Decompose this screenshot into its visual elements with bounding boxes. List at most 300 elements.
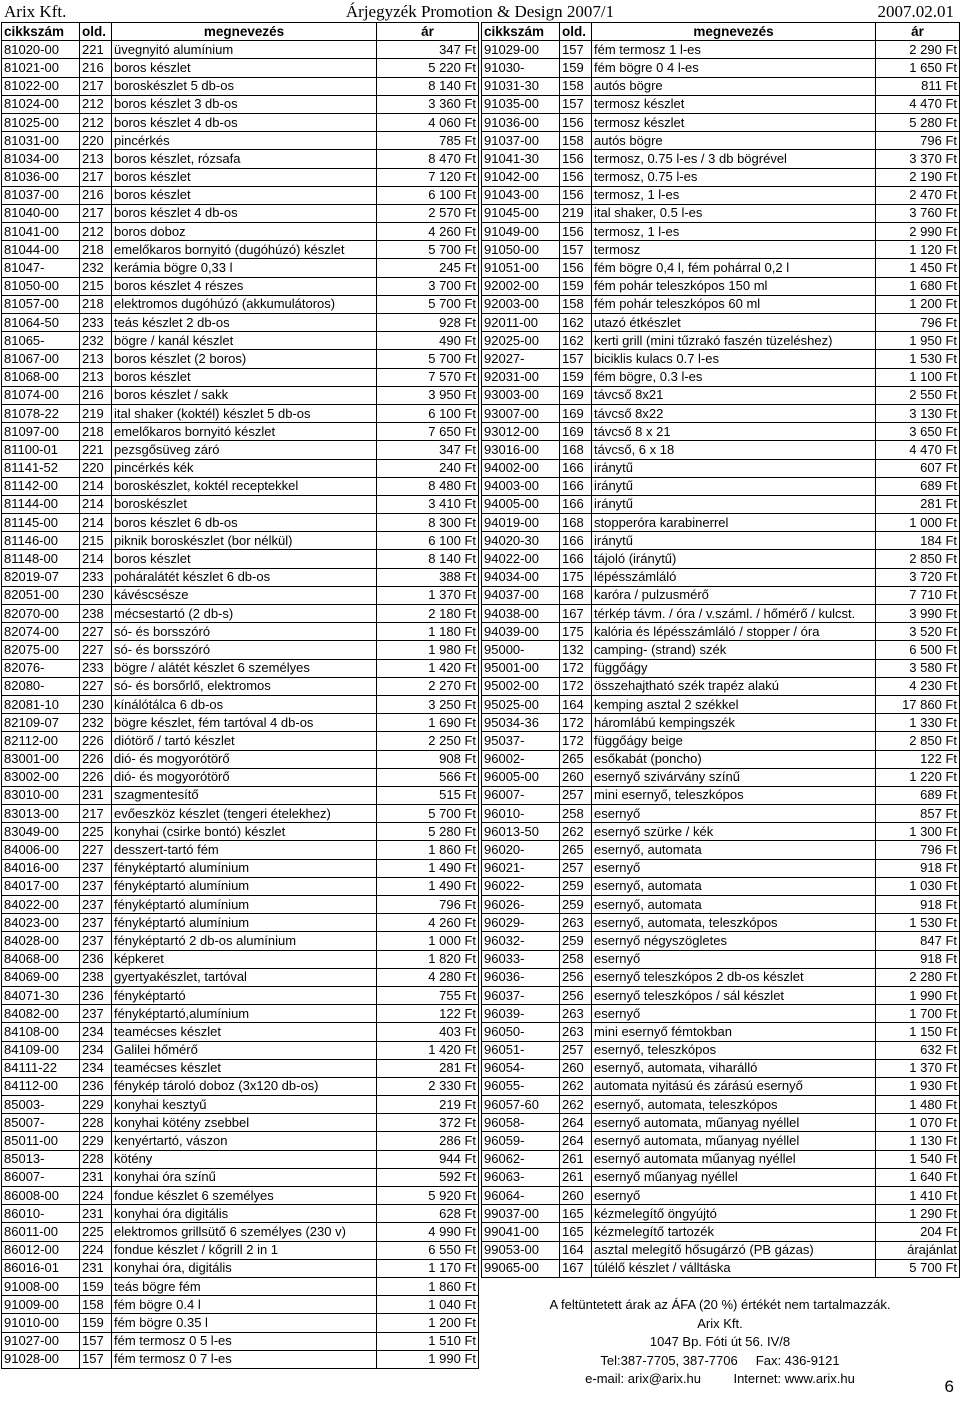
item-price: 1 860 Ft <box>377 841 479 859</box>
item-name: kenyértartó, vászon <box>112 1132 377 1150</box>
table-row <box>482 623 960 641</box>
item-name: fém pohár teleszkópos 60 ml <box>592 295 876 313</box>
catalog-page: 169 <box>560 423 592 441</box>
catalog-page: 231 <box>80 786 112 804</box>
item-name: pincérkés kék <box>112 459 377 477</box>
table-row <box>2 204 479 222</box>
item-code: 93007-00 <box>482 404 560 422</box>
header-title: Árjegyzék Promotion & Design 2007/1 <box>345 2 615 21</box>
catalog-page: 265 <box>560 750 592 768</box>
catalog-page: 259 <box>560 932 592 950</box>
item-name: Galilei hőmérő <box>112 1041 377 1059</box>
item-price: 4 990 Ft <box>377 1223 479 1241</box>
item-code: 94002-00 <box>482 459 560 477</box>
item-name: esernyő automata, műanyag nyéllel <box>592 1132 876 1150</box>
table-row <box>482 550 960 568</box>
item-code: 82051-00 <box>2 586 80 604</box>
item-price: 592 Ft <box>377 1168 479 1186</box>
item-code: 82019-07 <box>2 568 80 586</box>
table-row <box>482 1205 960 1223</box>
item-name: boros készlet <box>112 168 377 186</box>
item-name: lépésszámláló <box>592 568 876 586</box>
item-price: 908 Ft <box>377 750 479 768</box>
item-price: 3 990 Ft <box>876 605 960 623</box>
item-code: 81142-00 <box>2 477 80 495</box>
item-name: esernyő szürke / kék <box>592 823 876 841</box>
price-table-right <box>481 22 960 1278</box>
footer-fax: Fax: 436-9121 <box>755 1352 840 1368</box>
item-name: kerámia bögre 0,33 l <box>112 259 377 277</box>
catalog-page: 263 <box>560 1023 592 1041</box>
item-price: 4 260 Ft <box>377 223 479 241</box>
catalog-page: 262 <box>560 1096 592 1114</box>
item-price: 2 190 Ft <box>876 168 960 186</box>
item-code: 83010-00 <box>2 786 80 804</box>
table-row <box>482 277 960 295</box>
table-row <box>2 1296 479 1314</box>
item-name: termosz készlet <box>592 95 876 113</box>
item-name: fém bögre 0.4 l <box>112 1296 377 1314</box>
item-name: üvegnyitó alumínium <box>112 41 377 59</box>
table-row <box>2 623 479 641</box>
item-price: 918 Ft <box>876 896 960 914</box>
item-name: termosz, 1 l-es <box>592 186 876 204</box>
item-code: 91041-30 <box>482 150 560 168</box>
item-code: 96010- <box>482 805 560 823</box>
table-row <box>2 1241 479 1259</box>
item-code: 95037- <box>482 732 560 750</box>
item-name: iránytű <box>592 459 876 477</box>
table-row <box>2 1205 479 1223</box>
item-name: boros készlet <box>112 186 377 204</box>
item-code: 81078-22 <box>2 404 80 422</box>
table-row <box>2 823 479 841</box>
item-name: konyhai óra digitális <box>112 1205 377 1223</box>
item-name: kínálótálca 6 db-os <box>112 695 377 713</box>
item-price: árajánlat <box>876 1241 960 1259</box>
table-row <box>2 714 479 732</box>
table-row <box>482 441 960 459</box>
catalog-page: 225 <box>80 823 112 841</box>
catalog-page: 166 <box>560 495 592 513</box>
table-row <box>482 986 960 1004</box>
item-name: termosz, 0.75 l-es / 3 db bögrével <box>592 150 876 168</box>
table-row <box>2 586 479 604</box>
item-name: kézmelegítő öngyújtó <box>592 1205 876 1223</box>
item-price: 6 550 Ft <box>377 1241 479 1259</box>
item-name: konyhai kesztyű <box>112 1096 377 1114</box>
table-row <box>2 1150 479 1168</box>
table-row <box>482 732 960 750</box>
item-price: 1 290 Ft <box>876 1205 960 1223</box>
catalog-page: 262 <box>560 823 592 841</box>
table-row <box>2 168 479 186</box>
item-code: 96021- <box>482 859 560 877</box>
catalog-page: 166 <box>560 550 592 568</box>
item-name: teamécses készlet <box>112 1059 377 1077</box>
table-row <box>2 605 479 623</box>
item-code: 81146-00 <box>2 532 80 550</box>
item-price: 3 520 Ft <box>876 623 960 641</box>
item-price: 3 650 Ft <box>876 423 960 441</box>
table-row <box>2 896 479 914</box>
item-code: 96007- <box>482 786 560 804</box>
item-name: fényképtartó <box>112 986 377 1004</box>
catalog-page: 168 <box>560 441 592 459</box>
item-price: 8 470 Ft <box>377 150 479 168</box>
item-code: 96032- <box>482 932 560 950</box>
catalog-page: 169 <box>560 386 592 404</box>
catalog-page: 226 <box>80 768 112 786</box>
item-price: 184 Ft <box>876 532 960 550</box>
item-name: mécsestartó (2 db-s) <box>112 605 377 623</box>
table-row <box>2 677 479 695</box>
table-row <box>2 386 479 404</box>
item-price: 1 990 Ft <box>377 1350 479 1368</box>
item-code: 96022- <box>482 877 560 895</box>
item-price: 2 990 Ft <box>876 223 960 241</box>
item-price: 3 370 Ft <box>876 150 960 168</box>
catalog-page: 233 <box>80 659 112 677</box>
catalog-page: 162 <box>560 314 592 332</box>
item-code: 91031-30 <box>482 77 560 95</box>
item-name: túlélő készlet / válltáska <box>592 1259 876 1277</box>
catalog-page: 215 <box>80 277 112 295</box>
item-price: 6 500 Ft <box>876 641 960 659</box>
item-code: 81021-00 <box>2 59 80 77</box>
table-row <box>482 459 960 477</box>
item-price: 2 330 Ft <box>377 1077 479 1095</box>
catalog-page: 172 <box>560 714 592 732</box>
item-price: 219 Ft <box>377 1096 479 1114</box>
catalog-page: 214 <box>80 550 112 568</box>
item-name: boroskészlet <box>112 495 377 513</box>
item-name: távcső 8x21 <box>592 386 876 404</box>
table-row <box>482 223 960 241</box>
table-row <box>482 1259 960 1277</box>
table-row <box>2 95 479 113</box>
catalog-page: 224 <box>80 1241 112 1259</box>
item-name: boros készlet / sakk <box>112 386 377 404</box>
item-name: iránytű <box>592 495 876 513</box>
item-name: asztal melegítő hősugárzó (PB gázas) <box>592 1241 876 1259</box>
catalog-page: 232 <box>80 259 112 277</box>
table-row <box>482 1150 960 1168</box>
item-name: fényképtartó alumínium <box>112 914 377 932</box>
table-row <box>482 950 960 968</box>
item-name: karóra / pulzusmérő <box>592 586 876 604</box>
catalog-page: 233 <box>80 568 112 586</box>
item-name: poháralátét készlet 6 db-os <box>112 568 377 586</box>
item-name: esernyő automata műanyag nyéllel <box>592 1150 876 1168</box>
table-row <box>2 1223 479 1241</box>
item-price: 1 950 Ft <box>876 332 960 350</box>
item-price: 403 Ft <box>377 1023 479 1041</box>
item-name: boros készlet, rózsafa <box>112 150 377 168</box>
item-code: 82112-00 <box>2 732 80 750</box>
item-code: 81044-00 <box>2 241 80 259</box>
item-code: 83002-00 <box>2 768 80 786</box>
item-price: 7 650 Ft <box>377 423 479 441</box>
item-name: boros készlet 4 db-os <box>112 113 377 131</box>
item-code: 96033- <box>482 950 560 968</box>
catalog-page: 175 <box>560 568 592 586</box>
item-name: emelőkaros bornyitó készlet <box>112 423 377 441</box>
table-row <box>482 41 960 59</box>
item-name: termosz, 1 l-es <box>592 223 876 241</box>
item-code: 91008-00 <box>2 1277 80 1295</box>
item-price: 4 230 Ft <box>876 677 960 695</box>
item-name: esernyő <box>592 950 876 968</box>
item-price: 286 Ft <box>377 1132 479 1150</box>
catalog-page: 217 <box>80 77 112 95</box>
table-row <box>2 932 479 950</box>
item-price: 1 100 Ft <box>876 368 960 386</box>
item-price: 8 140 Ft <box>377 77 479 95</box>
item-code: 81050-00 <box>2 277 80 295</box>
catalog-page: 213 <box>80 368 112 386</box>
item-name: ital shaker, 0.5 l-es <box>592 204 876 222</box>
table-row <box>482 932 960 950</box>
item-code: 96054- <box>482 1059 560 1077</box>
item-code: 92002-00 <box>482 277 560 295</box>
table-row <box>2 1277 479 1295</box>
table-row <box>2 568 479 586</box>
item-name: fém pohár teleszkópos 150 ml <box>592 277 876 295</box>
item-price: 1 170 Ft <box>377 1259 479 1277</box>
item-code: 84069-00 <box>2 968 80 986</box>
item-price: 857 Ft <box>876 805 960 823</box>
item-code: 96063- <box>482 1168 560 1186</box>
item-code: 96059- <box>482 1132 560 1150</box>
item-code: 94005-00 <box>482 495 560 513</box>
catalog-page: 159 <box>80 1314 112 1332</box>
item-code: 81047- <box>2 259 80 277</box>
footer-email: e-mail: arix@arix.hu <box>585 1371 701 1386</box>
catalog-page: 226 <box>80 750 112 768</box>
item-code: 91027-00 <box>2 1332 80 1350</box>
table-row <box>2 368 479 386</box>
catalog-page: 228 <box>80 1150 112 1168</box>
page-header <box>0 0 960 22</box>
item-price: 1 820 Ft <box>377 950 479 968</box>
catalog-page: 260 <box>560 768 592 786</box>
table-row <box>2 241 479 259</box>
catalog-page: 164 <box>560 695 592 713</box>
catalog-page: 226 <box>80 732 112 750</box>
item-code: 85013- <box>2 1150 80 1168</box>
item-code: 84028-00 <box>2 932 80 950</box>
footer-phone: Tel:387-7705, 387-7706 <box>600 1352 738 1368</box>
item-name: bögre / alátét készlet 6 személyes <box>112 659 377 677</box>
footer-phone-fax <box>481 1352 959 1371</box>
item-price: 5 700 Ft <box>876 1259 960 1277</box>
item-code: 86016-01 <box>2 1259 80 1277</box>
item-code: 96013-50 <box>482 823 560 841</box>
item-price: 5 700 Ft <box>377 295 479 313</box>
item-code: 91043-00 <box>482 186 560 204</box>
item-price: 2 570 Ft <box>377 204 479 222</box>
item-code: 91028-00 <box>2 1350 80 1368</box>
table-row <box>482 295 960 313</box>
table-row <box>2 695 479 713</box>
item-name: dió- és mogyorótörő <box>112 768 377 786</box>
catalog-page: 230 <box>80 695 112 713</box>
vat-note: A feltüntetett árak az ÁFA (20 %) értékét nem tartalmazzák. <box>549 1297 891 1312</box>
item-code: 82070-00 <box>2 605 80 623</box>
item-code: 91029-00 <box>482 41 560 59</box>
item-code: 86011-00 <box>2 1223 80 1241</box>
item-code: 96039- <box>482 1005 560 1023</box>
item-name: evőeszköz készlet (tengeri ételekhez) <box>112 805 377 823</box>
catalog-page: 257 <box>560 1041 592 1059</box>
table-header-row <box>482 23 960 41</box>
table-header-row <box>2 23 479 41</box>
table-row <box>2 1005 479 1023</box>
item-name: esernyő, automata, teleszkópos <box>592 1096 876 1114</box>
table-row <box>482 1114 960 1132</box>
item-name: fém termosz 1 l-es <box>592 41 876 59</box>
catalog-page: 175 <box>560 623 592 641</box>
item-price: 811 Ft <box>876 77 960 95</box>
catalog-page: 164 <box>560 1241 592 1259</box>
item-name: automata nyitású és zárású esernyő <box>592 1077 876 1095</box>
item-name: képkeret <box>112 950 377 968</box>
catalog-page: 215 <box>80 532 112 550</box>
item-price: 1 150 Ft <box>876 1023 960 1041</box>
item-name: elektromos dugóhúzó (akkumulátoros) <box>112 295 377 313</box>
item-name: pincérkés <box>112 132 377 150</box>
catalog-page: 156 <box>560 113 592 131</box>
catalog-page: 230 <box>80 586 112 604</box>
item-code: 96050- <box>482 1023 560 1041</box>
table-row <box>2 550 479 568</box>
item-price: 5 700 Ft <box>377 805 479 823</box>
item-name: összehajtható szék trapéz alakú <box>592 677 876 695</box>
item-code: 84016-00 <box>2 859 80 877</box>
catalog-page: 214 <box>80 495 112 513</box>
table-row <box>482 259 960 277</box>
table-row <box>2 805 479 823</box>
item-name: desszert-tartó fém <box>112 841 377 859</box>
item-price: 1 450 Ft <box>876 259 960 277</box>
item-name: teamécses készlet <box>112 1023 377 1041</box>
item-code: 92027- <box>482 350 560 368</box>
item-price: 3 410 Ft <box>377 495 479 513</box>
item-code: 92011-00 <box>482 314 560 332</box>
table-row <box>2 223 479 241</box>
item-name: esernyő, automata <box>592 841 876 859</box>
table-row <box>2 459 479 477</box>
item-code: 91045-00 <box>482 204 560 222</box>
item-code: 96037- <box>482 986 560 1004</box>
catalog-page: 212 <box>80 95 112 113</box>
catalog-page: 218 <box>80 295 112 313</box>
item-code: 84111-22 <box>2 1059 80 1077</box>
catalog-page: 157 <box>560 350 592 368</box>
table-row <box>482 1096 960 1114</box>
item-price: 1 120 Ft <box>876 241 960 259</box>
item-code: 99041-00 <box>482 1223 560 1241</box>
item-price: 1 640 Ft <box>876 1168 960 1186</box>
item-price: 1 030 Ft <box>876 877 960 895</box>
item-price: 204 Ft <box>876 1223 960 1241</box>
catalog-page: 156 <box>560 259 592 277</box>
item-code: 85011-00 <box>2 1132 80 1150</box>
catalog-page: 227 <box>80 623 112 641</box>
catalog-page: 234 <box>80 1059 112 1077</box>
item-code: 96026- <box>482 896 560 914</box>
item-name: kávéscsésze <box>112 586 377 604</box>
item-name: bögre / kanál készlet <box>112 332 377 350</box>
item-code: 81097-00 <box>2 423 80 441</box>
item-name: autós bögre <box>592 77 876 95</box>
catalog-page: 227 <box>80 641 112 659</box>
item-name: boros készlet <box>112 550 377 568</box>
item-code: 94003-00 <box>482 477 560 495</box>
table-row <box>2 659 479 677</box>
item-price: 928 Ft <box>377 314 479 332</box>
table-row <box>482 823 960 841</box>
table-row <box>482 605 960 623</box>
table-row <box>2 986 479 1004</box>
table-row <box>2 314 479 332</box>
table-row <box>2 150 479 168</box>
catalog-page: 158 <box>80 1296 112 1314</box>
item-name: esernyő négyszögletes <box>592 932 876 950</box>
item-price: 347 Ft <box>377 41 479 59</box>
table-row <box>482 677 960 695</box>
item-name: iránytű <box>592 532 876 550</box>
item-price: 1 070 Ft <box>876 1114 960 1132</box>
item-code: 91049-00 <box>482 223 560 241</box>
catalog-page: 220 <box>80 132 112 150</box>
item-price: 796 Ft <box>377 896 479 914</box>
item-price: 1 980 Ft <box>377 641 479 659</box>
catalog-page: 168 <box>560 514 592 532</box>
item-name: termosz készlet <box>592 113 876 131</box>
catalog-page: 159 <box>560 277 592 295</box>
item-code: 82109-07 <box>2 714 80 732</box>
table-row <box>2 350 479 368</box>
item-code: 92031-00 <box>482 368 560 386</box>
item-name: fénykép tároló doboz (3x120 db-os) <box>112 1077 377 1095</box>
item-price: 2 180 Ft <box>377 605 479 623</box>
item-name: emelőkaros bornyitó (dugóhúzó) készlet <box>112 241 377 259</box>
item-name: kerti grill (mini tűzrakó faszén tüzeléshez) <box>592 332 876 350</box>
item-price: 3 700 Ft <box>377 277 479 295</box>
table-row <box>482 659 960 677</box>
catalog-page: 169 <box>560 404 592 422</box>
catalog-page: 132 <box>560 641 592 659</box>
item-price: 2 850 Ft <box>876 550 960 568</box>
item-name: fényképtartó alumínium <box>112 859 377 877</box>
item-price: 1 300 Ft <box>876 823 960 841</box>
item-price: 785 Ft <box>377 132 479 150</box>
table-row <box>482 968 960 986</box>
catalog-page: 237 <box>80 1005 112 1023</box>
item-price: 3 580 Ft <box>876 659 960 677</box>
item-price: 8 300 Ft <box>377 514 479 532</box>
item-price: 3 250 Ft <box>377 695 479 713</box>
item-code: 95002-00 <box>482 677 560 695</box>
item-price: 281 Ft <box>876 495 960 513</box>
item-code: 96058- <box>482 1114 560 1132</box>
catalog-page: 216 <box>80 59 112 77</box>
catalog-page: 167 <box>560 1259 592 1277</box>
catalog-page: 156 <box>560 186 592 204</box>
item-price: 4 260 Ft <box>377 914 479 932</box>
